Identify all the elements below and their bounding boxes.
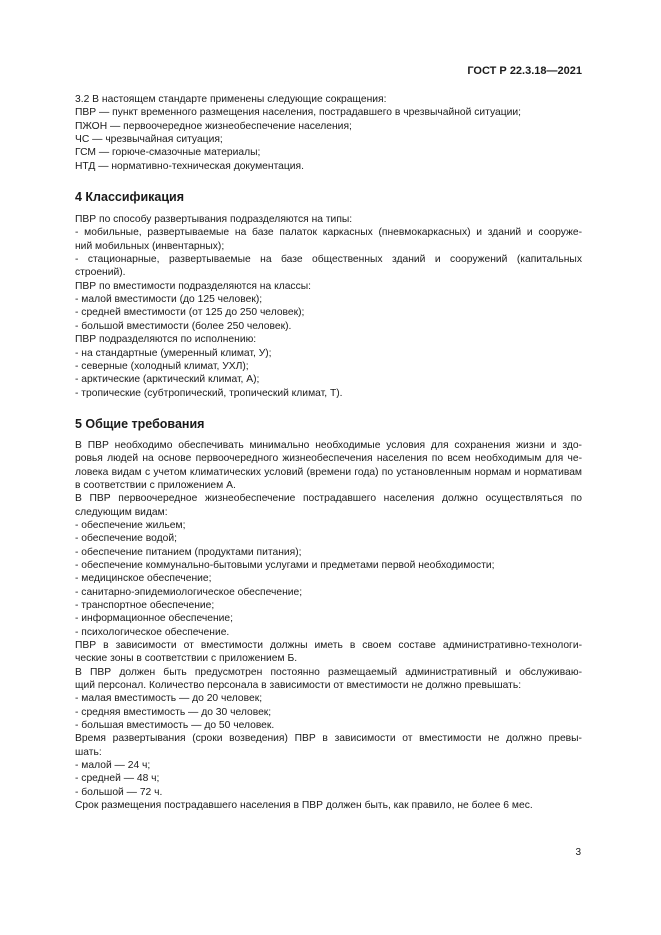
staff-item: - малая вместимость — до 20 человек; [75,693,263,705]
deploy-item-line: строений). [75,267,126,279]
deploy-item-line: - стационарные, развертываемые на базе общественных зданий и сооружений (капитальных [75,254,582,266]
support-item: - обеспечение коммунально-бытовыми услугами и предметами первой необходимости; [75,559,495,571]
section-5-title: 5 Общие требования [75,416,205,431]
deploy-item-line: ний мобильных (инвентарных); [75,240,225,252]
paragraph-line: В ПВР должен быть предусмотрен постоянно размещаемый административный и обслуживаю- [75,666,582,678]
abbreviation-item: ПЖОН — первоочередное жизнеобеспечение населения; [75,120,352,132]
exec-item: - северные (холодный климат, УХЛ); [75,360,249,372]
abbreviation-item: ЧС — чрезвычайная ситуация; [75,134,223,146]
support-item: - обеспечение питанием (продуктами питания); [75,546,302,558]
section-4-title: 4 Классификация [75,190,185,205]
paragraph-line: В ПВР первоочередное жизнеобеспечение пострадавшего населения должно осуществляться по [75,493,582,505]
exec-intro: ПВР подразделяются по исполнению: [75,334,257,346]
exec-item: - тропические (субтропический, тропический климат, Т). [75,387,343,399]
section-5-body [75,439,582,813]
time-item: - большой — 72 ч. [75,786,163,798]
page-content [75,93,582,813]
abbreviations-intro: 3.2 В настоящем стандарте применены следующие сокращения: [75,94,387,105]
capacity-item: - малой вместимости (до 125 человек); [75,294,263,306]
abbreviation-item: ПВР — пункт временного размещения населения, пострадавшего в чрезвычайной ситуации; [75,107,522,119]
page-number: 3 [575,847,581,858]
time-item: - малой — 24 ч; [75,760,151,772]
section-4-body [75,213,582,400]
exec-item: - на стандартные (умеренный климат, У); [75,347,272,359]
capacity-item: - средней вместимости (от 125 до 250 человек); [75,307,305,319]
capacity-item: - большой вместимости (более 250 человек). [75,320,292,332]
staff-item: - средняя вместимость — до 30 человек; [75,706,272,718]
paragraph-line: В ПВР необходимо обеспечивать минимально необходимые условия для сохранения жизни и здо- [75,439,582,451]
time-item: - средней — 48 ч; [75,773,160,785]
abbreviations-block [75,93,582,173]
paragraph-line: шать: [75,746,102,758]
paragraph-line: Срок размещения пострадавшего населения в ПВР должен быть, как правило, не более 6 мес. [75,800,533,812]
paragraph-line: ческие зоны в соответствии с приложением Б. [75,653,298,665]
paragraph-line: следующим видам: [75,506,168,518]
paragraph-line: ПВР в зависимости от вместимости должны иметь в своем составе административно-технологи- [75,640,582,652]
abbreviation-item: ГСМ — горюче-смазочные материалы; [75,147,261,159]
support-item: - санитарно-эпидемиологическое обеспечение; [75,586,303,598]
document-header: ГОСТ Р 22.3.18—2021 [467,65,582,77]
support-item: - медицинское обеспечение; [75,573,212,585]
capacity-intro: ПВР по вместимости подразделяются на классы: [75,280,311,292]
support-item: - информационное обеспечение; [75,613,233,625]
support-item: - транспортное обеспечение; [75,600,215,611]
support-item: - обеспечение жильем; [75,519,186,531]
staff-item: - большая вместимость — до 50 человек. [75,720,275,732]
paragraph-line: ловека видам с учетом климатических условий (времени года) по установленным нормам и нормативам [75,466,582,478]
support-item: - обеспечение водой; [75,533,177,545]
abbreviation-item: НТД — нормативно-техническая документация. [75,160,304,172]
deploy-intro: ПВР по способу развертывания подразделяются на типы: [75,214,353,226]
paragraph-line: ровья людей на основе первоочередного жизнеобеспечения населения по всем необходимым для че- [75,453,582,465]
support-item: - психологическое обеспечение. [75,626,230,638]
deploy-item-line: - мобильные, развертываемые на базе палаток каркасных (пневмокаркасных) и зданий и сооруже- [75,227,582,239]
paragraph-line: в соответствии с приложением А. [75,479,236,491]
exec-item: - арктические (арктический климат, А); [75,374,260,386]
paragraph-line: щий персонал. Количество персонала в зависимости от вместимости не должно превышать: [75,680,522,692]
paragraph-line: Время развертывания (сроки возведения) ПВР в зависимости от вместимости не должно превы- [75,733,582,745]
